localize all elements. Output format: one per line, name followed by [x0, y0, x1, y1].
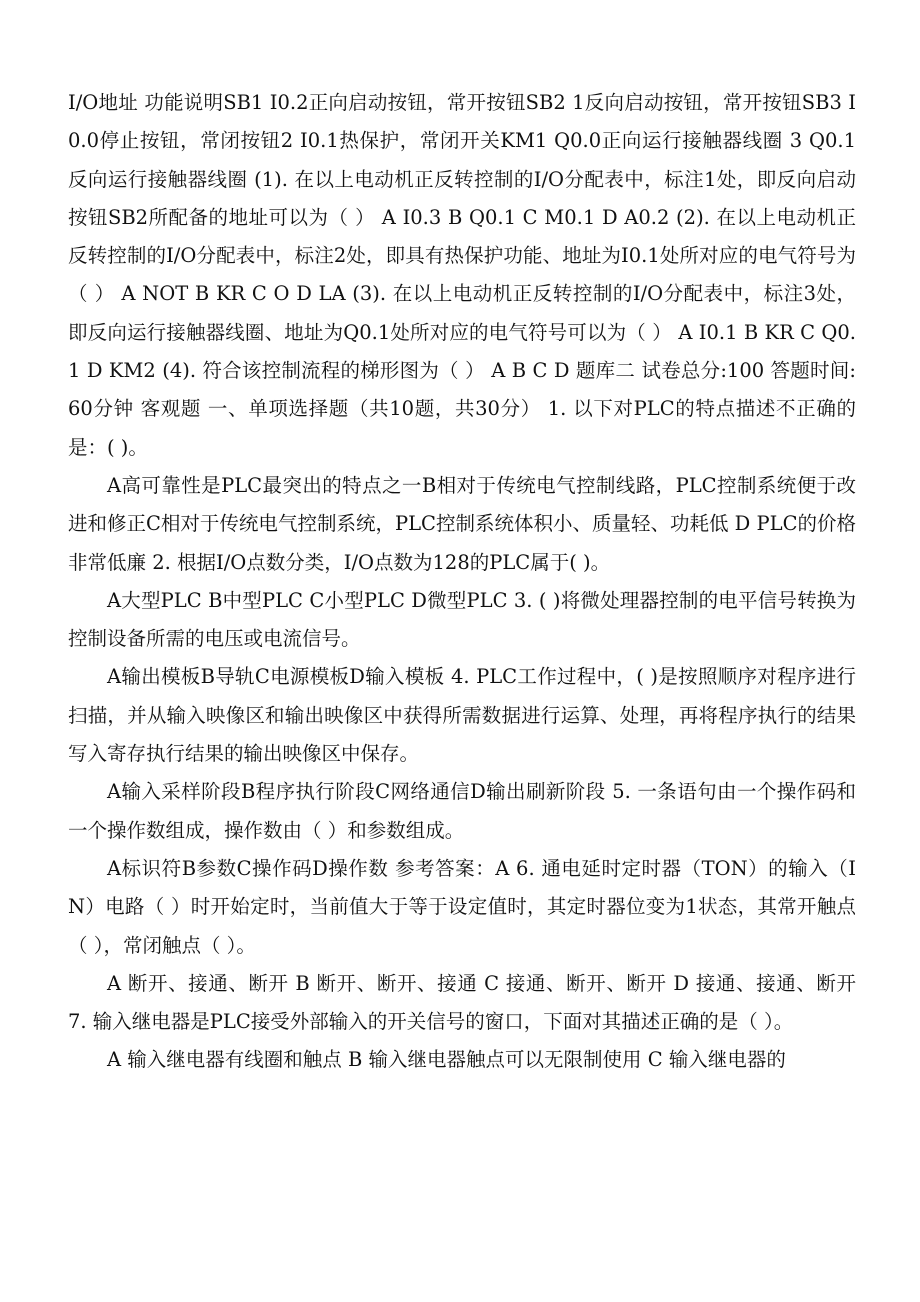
question-2-options-paragraph: A大型PLC B中型PLC C小型PLC D微型PLC 3. ( )将微处理器控制的电平信号转换为控制设备所需的电压或电流信号。 — [68, 588, 856, 651]
question-4-options-paragraph: A输入采样阶段B程序执行阶段C网络通信D输出刷新阶段 5. 一条语句由一个操作码和一个操作数组成，操作数由（ ）和参数组成。 — [68, 780, 856, 842]
question-3-options-paragraph: A输出模板B导轨C电源模板D输入模板 4. PLC工作过程中，( )是按照顺序对程序进行扫描，并从输入映像区和输出映像区中获得所需数据进行运算、处理，再将程序执行的结果写入寄存执行结果的输出映像区中保存。 — [68, 665, 856, 766]
question-7-options-paragraph: A 输入继电器有线圈和触点 B 输入继电器触点可以无限制使用 C 输入继电器的 — [107, 1048, 786, 1072]
question-1-options-paragraph: A高可靠性是PLC最突出的特点之一B相对于传统电气控制线路，PLC控制系统便于改进和修正C相对于传统电气控制系统，PLC控制系统体积小、质量轻、功耗低 D PLC的价格非常低廉 2. 根据I/O点数分类，I/O点数为128的PLC属于( )。 — [68, 473, 856, 574]
question-5-options-paragraph: A标识符B参数C操作码D操作数 参考答案：A 6. 通电延时定时器（TON）的输入（IN）电路（ ）时开始定时，当前值大于等于设定值时，其定时器位变为1状态，其常开触点（ ），常闭触点（ ）。 — [68, 856, 856, 957]
io-table-and-questions-paragraph: I/O地址 功能说明SB1 I0.2正向启动按钮，常开按钮SB2 1反向启动按钮，常开按钮SB3 I0.0停止按钮，常闭按钮2 I0.1热保护，常闭开关KM1 Q0.0正向运行接触器线圈 3 Q0.1 反向运行接触器线圈 (1). 在以上电动机正反转控制的I/O分配表中，标注1处，即反向启动按钮SB2所配备的地址可以为（ ） A I0.3 B Q0.1 C M0.1 D A0.2 (2). 在以上电动机正反转控制的I/O分配表中，标注2处，即具有热保护功能、地址为I0.1处所对应的电气符号为（ ） A NOT B KR C O D LA (3). 在以上电动机正反转控制的I/O分配表中，标注3处，即反向运行接触器线圈、地址为Q0.1处所对应的电气符号可以为（ ） A I0.1 B KR C Q0.1 D KM2 (4). 符合该控制流程的梯形图为（ ） A B C D 题库二 试卷总分:100 答题时间:60分钟 客观题 一、单项选择题（共10题，共30分） 1. 以下对PLC的特点描述不正确的是：( )。 — [68, 91, 856, 459]
document-page — [68, 84, 856, 1080]
question-6-options-paragraph: A 断开、接通、断开 B 断开、断开、接通 C 接通、断开、断开 D 接通、接通、断开 7. 输入继电器是PLC接受外部输入的开关信号的窗口，下面对其描述正确的是（ ）。 — [68, 971, 856, 1034]
